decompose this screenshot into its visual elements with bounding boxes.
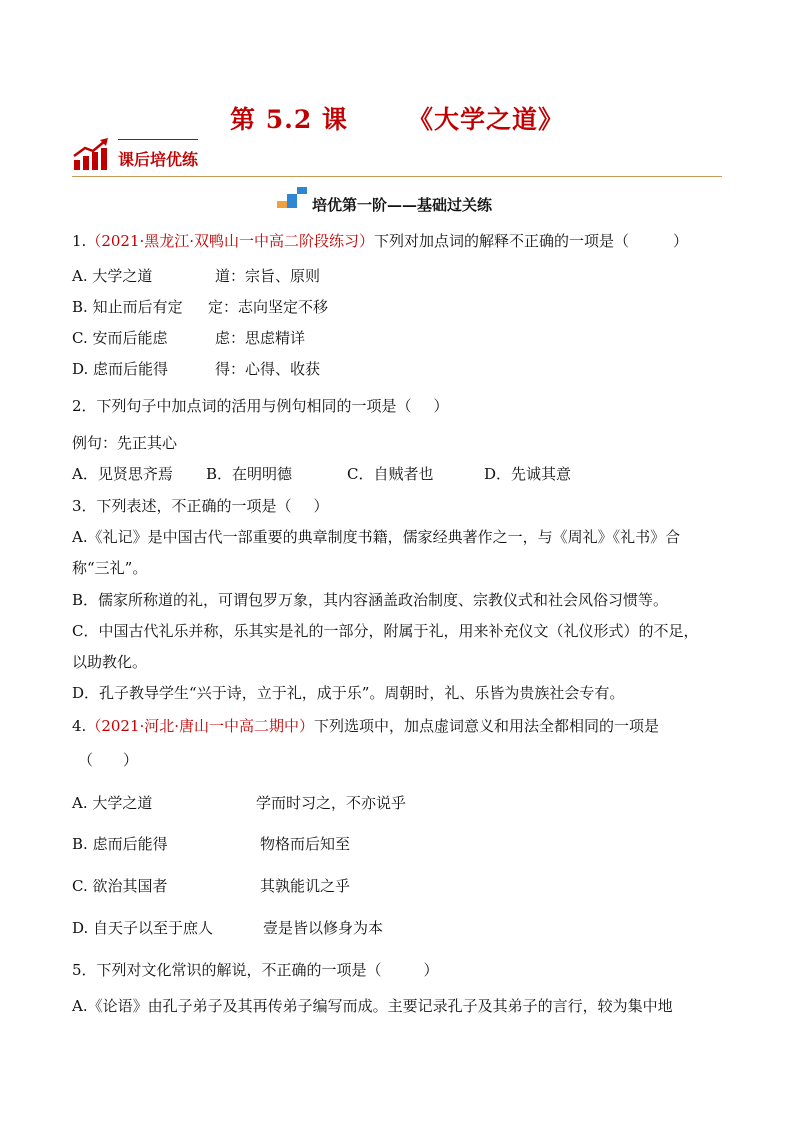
- q1-source: （2021·黑龙江·双鸭山一中高二阶段练习）: [86, 232, 375, 250]
- q1-option-d: D. 虑而后能得: [72, 360, 169, 378]
- q4-option-d: D. 自天子以至于庶人: [72, 919, 214, 937]
- q5-option-a: A.《论语》由孔子弟子及其再传弟子编写而成。主要记录孔子及其弟子的言行，较为集中地: [72, 997, 673, 1015]
- header-label: 课后培优练: [118, 150, 199, 169]
- q4-option-c: C. 欲治其国者: [72, 877, 168, 895]
- q3-option-b: B．儒家所称道的礼，可谓包罗万象，其内容涵盖政治制度、宗教仪式和社会风俗习惯等。: [72, 591, 669, 609]
- q1-option-b: B. 知止而后有定: [72, 298, 183, 316]
- q3-option-d: D．孔子教导学生“兴于诗，立于礼，成于乐”。周朝时，礼、乐皆为贵族社会专有。: [72, 684, 625, 702]
- growth-chart-icon: [72, 136, 112, 172]
- q4-option-a-pair: 学而时习之，不亦说乎: [256, 794, 407, 812]
- q4-option-a: A. 大学之道: [72, 794, 153, 812]
- q2-stem: 2．下列句子中加点词的活用与例句相同的一项是（ ）: [72, 397, 449, 415]
- q2-example: 例句：先正其心: [72, 434, 178, 452]
- q1-option-c: C. 安而后能虑: [72, 329, 168, 347]
- lesson-number: 第 5.2 课: [230, 105, 348, 134]
- q3-option-c-cont: 以助教化。: [72, 653, 148, 671]
- q3-stem: 3．下列表述，不正确的一项是（ ）: [72, 497, 329, 515]
- section-title: 培优第一阶——基础过关练: [312, 196, 493, 214]
- header-accent-line: [118, 139, 198, 140]
- q3-option-c: C．中国古代礼乐并称，乐其实是礼的一部分，附属于礼，用来补充仪文（礼仪形式）的不足，: [72, 622, 699, 640]
- q4-stem: 4.（2021·河北·唐山一中高二期中）下列选项中，加点虚词意义和用法全都相同的一项是: [72, 717, 660, 735]
- q1-option-b-gloss: 定：志向坚定不移: [208, 298, 329, 316]
- q4-option-c-pair: 其孰能讥之乎: [260, 877, 351, 895]
- q1-option-d-gloss: 得：心得、收获: [215, 360, 321, 378]
- q3-option-a: A.《礼记》是中国古代一部重要的典章制度书籍，儒家经典著作之一，与《周礼》《礼书》合: [72, 528, 681, 546]
- page-title: [0, 100, 794, 136]
- q2-option-b: B．在明明德: [206, 465, 293, 483]
- q5-stem: 5．下列对文化常识的解说，不正确的一项是（ ）: [72, 961, 439, 979]
- q2-option-a: A．见贤思齐焉: [72, 465, 173, 483]
- stairs-icon: [277, 181, 309, 209]
- q1-stem: 1.（2021·黑龙江·双鸭山一中高二阶段练习）下列对加点词的解释不正确的一项是（ ）: [72, 232, 689, 250]
- q1-option-c-gloss: 虑：思虑精详: [215, 329, 306, 347]
- q4-answer-paren: （ ）: [78, 751, 139, 769]
- q4-source: （2021·河北·唐山一中高二期中）: [86, 717, 315, 735]
- q1-option-a-gloss: 道：宗旨、原则: [215, 267, 321, 285]
- q2-option-c: C．自贼者也: [347, 465, 434, 483]
- q2-option-d: D．先诚其意: [484, 465, 572, 483]
- q4-option-b-pair: 物格而后知至: [260, 835, 351, 853]
- q4-option-d-pair: 壹是皆以修身为本: [263, 919, 384, 937]
- q1-option-a: A. 大学之道: [72, 267, 153, 285]
- q3-option-a-cont: 称“三礼”。: [72, 559, 148, 577]
- header-divider: [72, 176, 722, 177]
- lesson-name: 《大学之道》: [407, 105, 564, 134]
- q4-option-b: B. 虑而后能得: [72, 835, 168, 853]
